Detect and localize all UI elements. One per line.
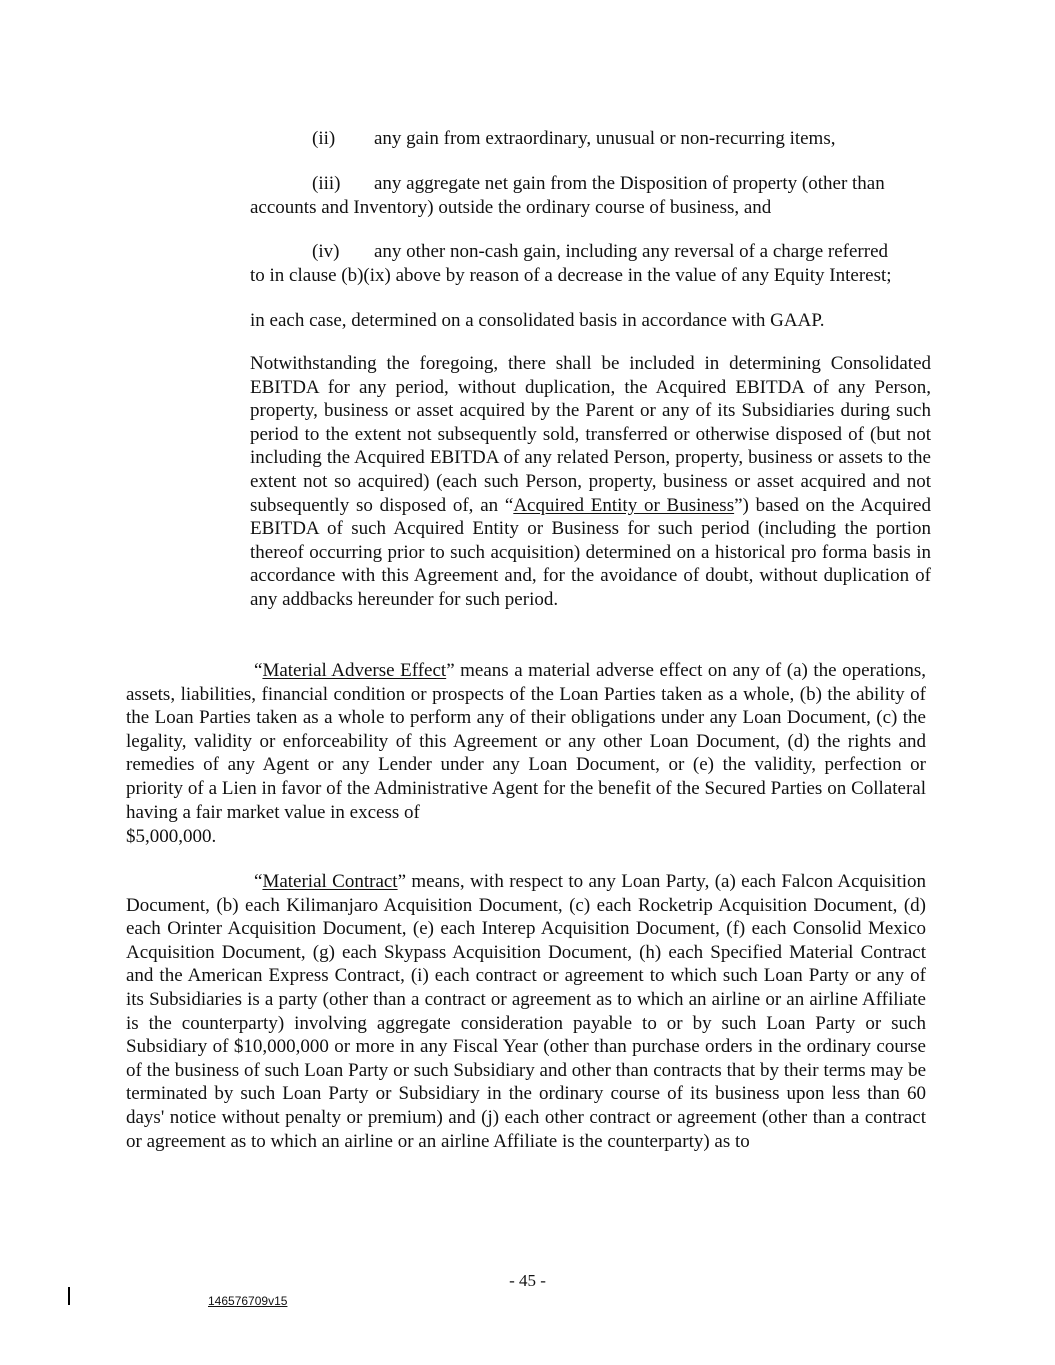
change-bar: [68, 1287, 70, 1305]
clause-ii: [312, 127, 835, 151]
open-quote: “: [254, 660, 263, 681]
material-adverse-effect-definition: [126, 659, 926, 824]
defined-term: Material Contract: [262, 871, 398, 892]
document-id: 146576709v15: [208, 1294, 288, 1308]
clause-iv-line1: [312, 240, 888, 264]
material-contract-definition: [126, 870, 926, 1153]
defined-term: Material Adverse Effect: [262, 660, 447, 681]
clause-number: (iv): [312, 241, 340, 262]
clause-text: any other non-cash gain, including any reversal of a charge referred: [374, 241, 889, 262]
clause-number: (ii): [312, 128, 336, 149]
clause-iii-line2: accounts and Inventory) outside the ordinary course of business, and: [250, 197, 772, 218]
notwithstanding-text: ”) based on the Acquired EBITDA of such Acquired Entity or Business for such period (including the portion thereof occurring prior to such acquisition) determined on a historical pro forma basis in accordance with this Agreement and, for the avoidance of doubt, without duplication of any addbacks hereunder for such period.: [250, 494, 931, 610]
page-number: - 45 -: [509, 1271, 546, 1290]
definition-text: ” means, with respect to any Loan Party, (a) each Falcon Acquisition Document, (b) each Kilimanjaro Acquisition Document, (c) each Rocketrip Acquisition Document, (d) each Orinter Acquisition Document, (e) each Interep Acquisition Document, (f) each Consolid Mexico Acquisition Document, (g) each Skypass Acquisition Document, (h) each Specified Material Contract and the American Express Contract, (i) each contract or agreement to which such Loan Party or any of its Subsidiaries is a party (other than a contract or agreement as to which an airline or an airline Affiliate is the counterparty) involving aggregate consideration payable to or by such Loan Party or such Subsidiary of $10,000,000 or more in any Fiscal Year (other than purchase orders in the ordinary course of the business of such Loan Party or such Subsidiary and other than contracts that by their terms may be terminated by such Loan Party or Subsidiary in the ordinary course of its business upon less than 60 days' notice without penalty or premium) and (j) each other contract or agreement (other than a contract or agreement as to which an airline or an airline Affiliate is the counterparty) as to: [126, 871, 927, 1152]
clause-iv-line2: to in clause (b)(ix) above by reason of a decrease in the value of any Equity Interest;: [250, 265, 892, 286]
clause-text: any gain from extraordinary, unusual or non-recurring items,: [374, 128, 836, 149]
definition-text: ” means a material adverse effect on any of (a) the operations, assets, liabilities, financial condition or prospects of the Loan Parties taken as a whole, (b) the ability of the Loan Parties taken as a whole to perform any of their obligations under any Loan Document, (c) the legality, validity or enforceability of this Agreement or any other Loan Document, (d) the rights and remedies of any Agent or any Lender under any Loan Document, or (e) the validity, perfection or priority of a Lien in favor of the Administrative Agent for the benefit of the Secured Parties on Collateral having a fair market value in excess of: [126, 660, 927, 823]
clause-text: any aggregate net gain from the Disposition of property (other than: [374, 173, 885, 194]
mae-amount: $5,000,000.: [126, 826, 217, 847]
clause-iii-line1: [312, 172, 885, 196]
notwithstanding-text: Notwithstanding the foregoing, there shall be included in determining Consolidated EBITDA for any period, without duplication, the Acquired EBITDA of any Person, property, business or asset acquired by the Parent or any of its Subsidiaries during such period to the extent not subsequently sold, transferred or otherwise disposed of (but not including the Acquired EBITDA of any related Person, property, business or assets to the extent not so acquired) (each such Person, property, business or asset acquired and not subsequently so disposed of, an “: [250, 353, 931, 516]
open-quote: “: [254, 871, 263, 892]
defined-term: Acquired Entity or Business: [513, 494, 735, 516]
in-each-case-paragraph: in each case, determined on a consolidated basis in accordance with GAAP.: [250, 310, 825, 331]
notwithstanding-paragraph: [250, 352, 931, 612]
clause-number: (iii): [312, 173, 341, 194]
